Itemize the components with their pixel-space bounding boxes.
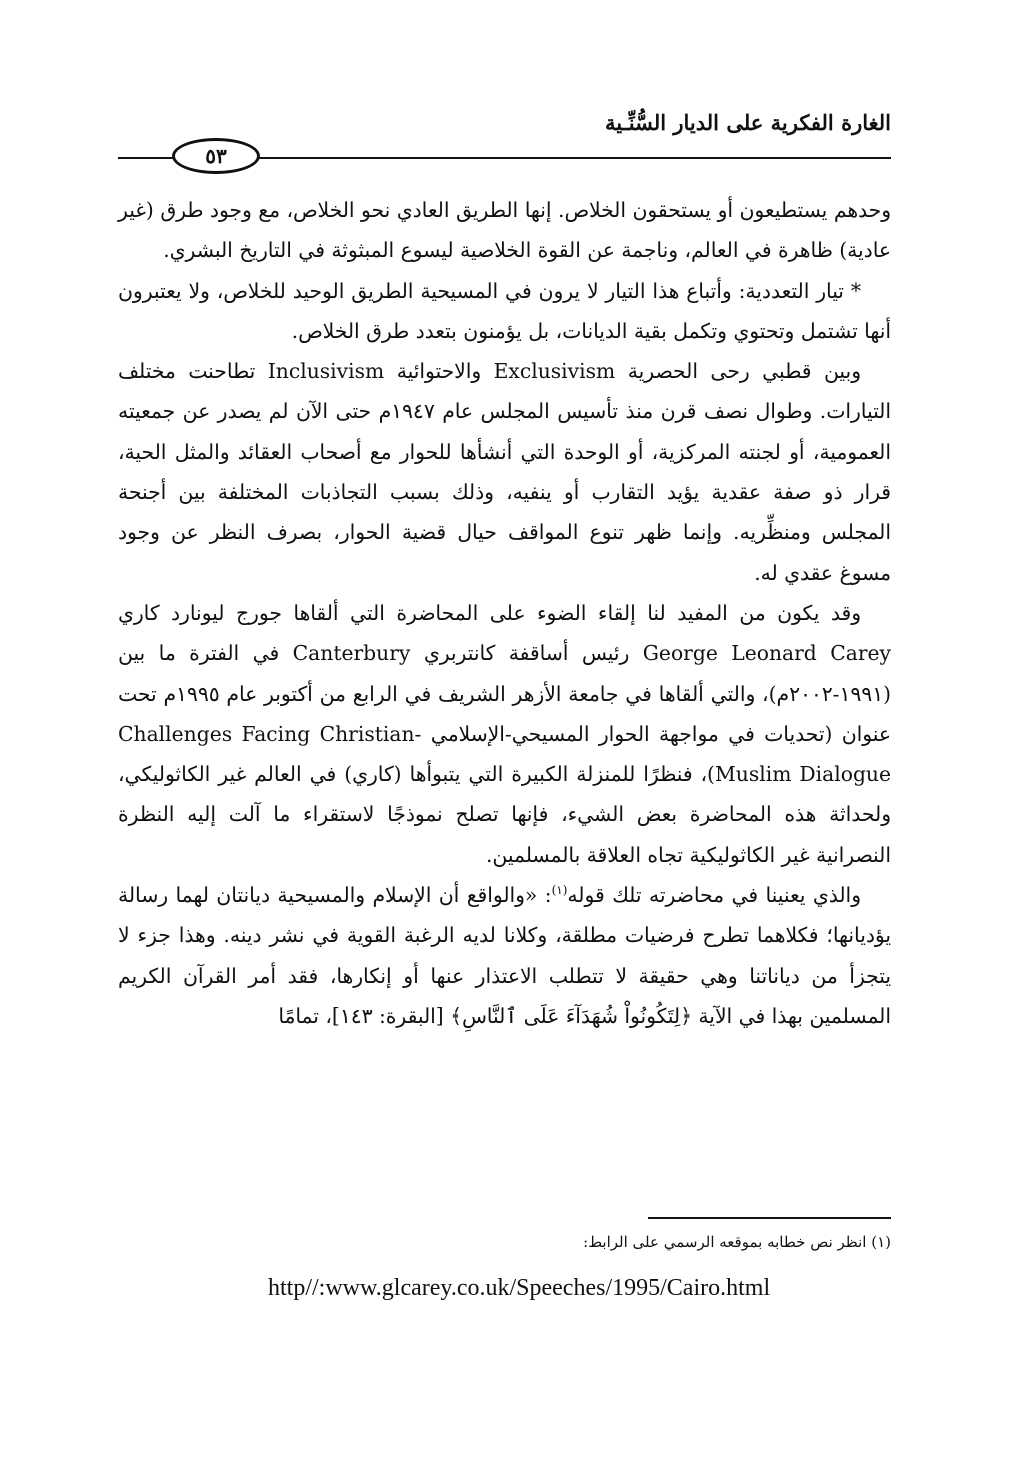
paragraph-text: والذي يعنينا في محاضرته تلك قوله	[567, 883, 861, 908]
footnote-reference[interactable]: (١)	[551, 883, 568, 898]
footnote-text: (١) انظر نص خطابه بموقعه الرسمي على الرابط:	[583, 1233, 891, 1251]
paragraph-with-footnote-ref	[118, 875, 891, 1036]
running-header-title: الغارة الفكرية على الديار السُّنِّـية	[605, 110, 891, 135]
paragraph: وقد يكون من المفيد لنا إلقاء الضوء على المحاضرة التي ألقاها جورج ليونارد كاري George Leonard Carey رئيس أساقفة كانتربري Canterbury في الفترة ما بين (١٩٩١-٢٠٠٢م)، والتي ألقاها في جامعة الأزهر الشريف في الرابع من أكتوبر عام ١٩٩٥م تحت عنوان (تحديات في مواجهة الحوار المسيحي-الإسلامي Challenges Facing Christian-Muslim Dialogue)، فنظرًا للمنزلة الكبيرة التي يتبوأها (كاري) في العالم غير الكاثوليكي، ولحداثة هذه المحاضرة بعض الشيء، فإنها تصلح نموذجًا لاستقراء ما آلت إليه النظرة النصرانية غير الكاثوليكية تجاه العلاقة بالمسلمين.	[118, 600, 892, 867]
body-text	[118, 190, 891, 1036]
paragraph: وبين قطبي رحى الحصرية Exclusivism والاحتوائية Inclusivism تطاحنت مختلف التيارات. وطوال نصف قرن منذ تأسيس المجلس عام ١٩٤٧م حتى الآن لم يصدر عن جمعيته العمومية، أو لجنته المركزية، أو الوحدة التي أنشأها للحوار مع أصحاب العقائد والمثل الحية، قرار ذو صفة عقدية يؤيد التقارب أو ينفيه، وذلك بسبب التجاذبات المختلفة بين أجنحة المجلس ومنظِّريه. وإنما ظهر تنوع المواقف حيال قضية الحوار، بصرف النظر عن وجود مسوغ عقدي له.	[118, 359, 891, 585]
page-number-badge	[172, 138, 260, 174]
footnote-rule	[648, 1217, 891, 1219]
paragraph: * تيار التعددية: وأتباع هذا التيار لا يرون في المسيحية الطريق الوحيد للخلاص، ولا يعتبرون أنها تشتمل وتحتوي وتكمل بقية الديانات، بل يؤمنون بتعدد طرق الخلاص.	[118, 278, 891, 343]
footnote-url[interactable]: http//:www.glcarey.co.uk/Speeches/1995/Cairo.html	[268, 1275, 771, 1301]
page-number: ٥٣	[205, 144, 227, 168]
paragraph-text: : «والواقع أن الإسلام والمسيحية ديانتان لهما رسالة يؤديانها؛ فكلاهما تطرح فرضيات مطلقة، وكلانا لديه الرغبة القوية في نشر دينه. وهذا جزء لا يتجزأ من دياناتنا وهي حقيقة لا تتطلب الاعتذار عنها أو إنكارها، فقد أمر القرآن الكريم المسلمين بهذا في الآية ﴿لِتَكُونُواْ شُهَدَآءَ عَلَى ٱلنَّاسِ﴾ [البقرة: ١٤٣]، تمامًا	[118, 883, 891, 1028]
paragraph: وحدهم يستطيعون أو يستحقون الخلاص. إنها الطريق العادي نحو الخلاص، مع وجود طرق (غير عادية) ظاهرة في العالم، وناجمة عن القوة الخلاصية ليسوع المبثوثة في التاريخ البشري.	[118, 198, 891, 263]
